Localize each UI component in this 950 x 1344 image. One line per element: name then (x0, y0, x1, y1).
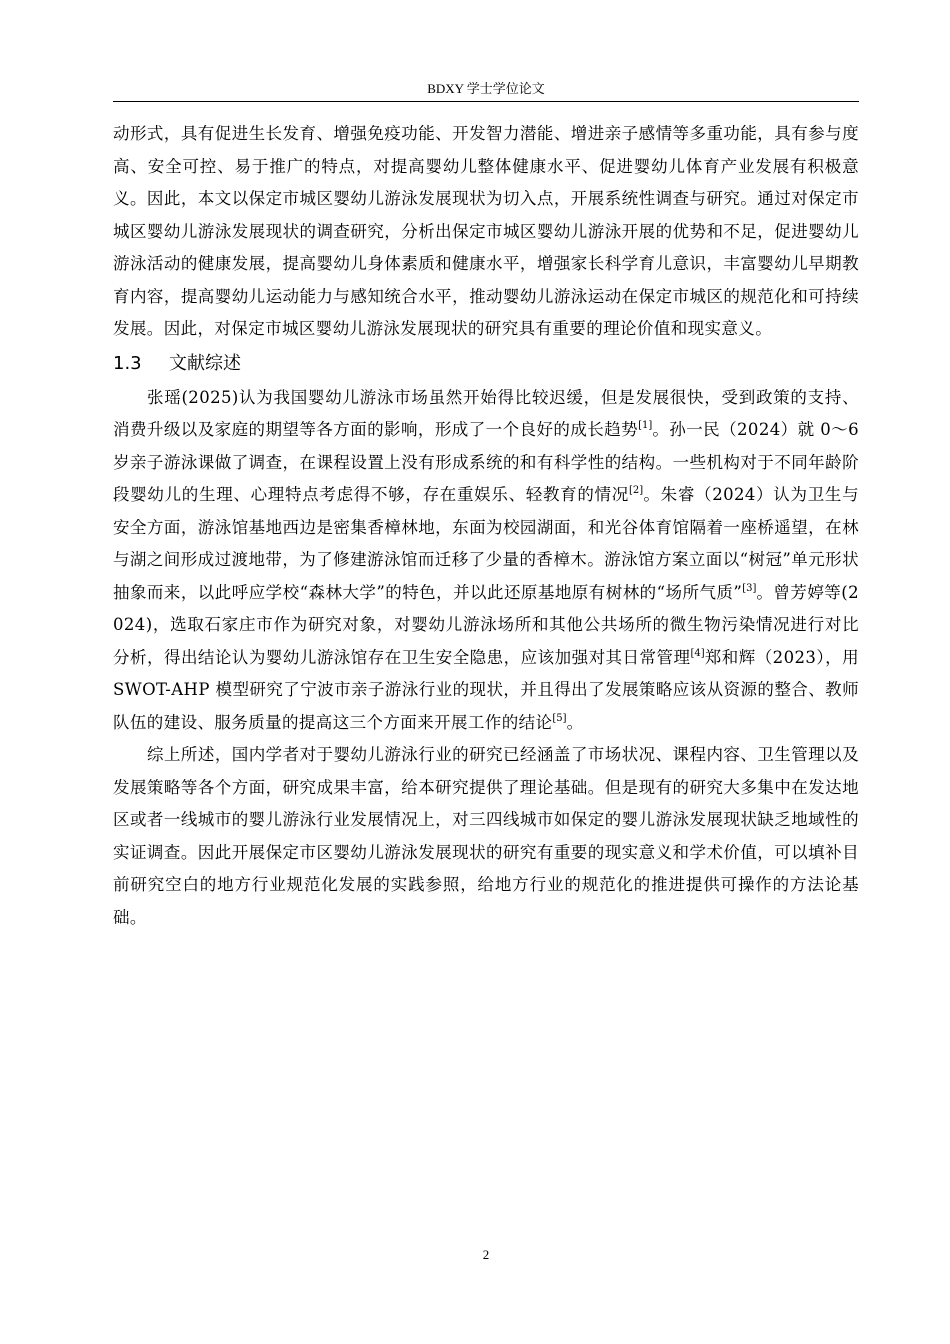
page-number: 2 (482, 1247, 490, 1262)
section-number: 1.3 (113, 352, 142, 374)
citation-ref-2: [2] (628, 485, 644, 496)
section-title: 文献综述 (169, 352, 241, 374)
running-header: BDXY 学士学位论文 (427, 81, 545, 96)
citation-ref-3: [3] (742, 582, 757, 594)
literature-text-3: 。朱睿（2024）认为卫生与安全方面，游泳馆基地西边是密集香樟林地，东面为校园湖面，和光谷体育馆隔着一座桥遥望，在林与湖之间形成过渡地带，为了修建游泳馆而迁移了少量的香樟木。游泳馆方案立面以“树冠”单元形状抽象而来，以此呼应学校“森林大学”的特色，并以此还原基地原有树林的“场所气质” (113, 485, 859, 602)
header-rule (113, 101, 859, 102)
literature-text-1: 张瑶(2025)认为我国婴幼儿游泳市场虽然开始得比较迟缓，但是发展很快，受到政策的支持、消费升级以及家庭的期望等各方面的影响，形成了一个良好的成长趋势 (113, 387, 859, 439)
page-body (113, 118, 859, 934)
citation-ref-4: [4] (690, 647, 705, 659)
literature-text-6: 。 (566, 712, 584, 732)
citation-ref-5: [5] (552, 712, 567, 724)
literature-text-2: 。孙一民（2024）就 0～6 岁亲子游泳课做了调查，在课程设置上没有形成系统的和有科学性的结构。一些机构对于不同年龄阶段婴幼儿的生理、心理特点考虑得不够，存在重娱乐、轻教育的情况 (113, 420, 859, 504)
citation-ref-1: [1] (638, 420, 653, 431)
body-paragraph-3: 综上所述，国内学者对于婴幼儿游泳行业的研究已经涵盖了市场状况、课程内容、卫生管理以及发展策略等各个方面，研究成果丰富，给本研究提供了理论基础。但是现有的研究大多集中在发达地区或者一线城市的婴儿游泳行业发展情况上，对三四线城市如保定的婴儿游泳发展现状缺乏地域性的实证调查。因此开展保定市区婴幼儿游泳发展现状的研究有重要的现实意义和学术价值，可以填补目前研究空白的地方行业规范化发展的实践参照，给地方行业的规范化的推进提供可操作的方法论基础。 (113, 745, 859, 927)
body-paragraph-2 (113, 382, 859, 740)
literature-text-4: 。曾芳婷等(2024)，选取石家庄市作为研究对象，对婴幼儿游泳场所和其他公共场所的微生物污染情况进行对比分析，得出结论认为婴幼儿游泳馆存在卫生安全隐患，应该加强对其日常管理 (113, 582, 859, 667)
body-paragraph-1: 动形式，具有促进生长发育、增强免疫功能、开发智力潜能、增进亲子感情等多重功能，具有参与度高、安全可控、易于推广的特点，对提高婴幼儿整体健康水平、促进婴幼儿体育产业发展有积极意义。因此，本文以保定市城区婴幼儿游泳发展现状为切入点，开展系统性调查与研究。通过对保定市城区婴幼儿游泳发展现状的调查研究，分析出保定市城区婴幼儿游泳开展的优势和不足，促进婴幼儿游泳活动的健康发展，提高婴幼儿身体素质和健康水平，增强家长科学育儿意识，丰富婴幼儿早期教育内容，提高婴幼儿运动能力与感知统合水平，推动婴幼儿游泳运动在保定市城区的规范化和可持续发展。因此，对保定市城区婴幼儿游泳发展现状的研究具有重要的理论价值和现实意义。 (113, 124, 859, 338)
section-heading (113, 346, 859, 382)
literature-text-5: 郑和辉（2023），用 SWOT-AHP 模型研究了宁波市亲子游泳行业的现状，并且得出了发展策略应该从资源的整合、教师队伍的建设、服务质量的提高这三个方面来开展工作的结论 (113, 647, 859, 732)
